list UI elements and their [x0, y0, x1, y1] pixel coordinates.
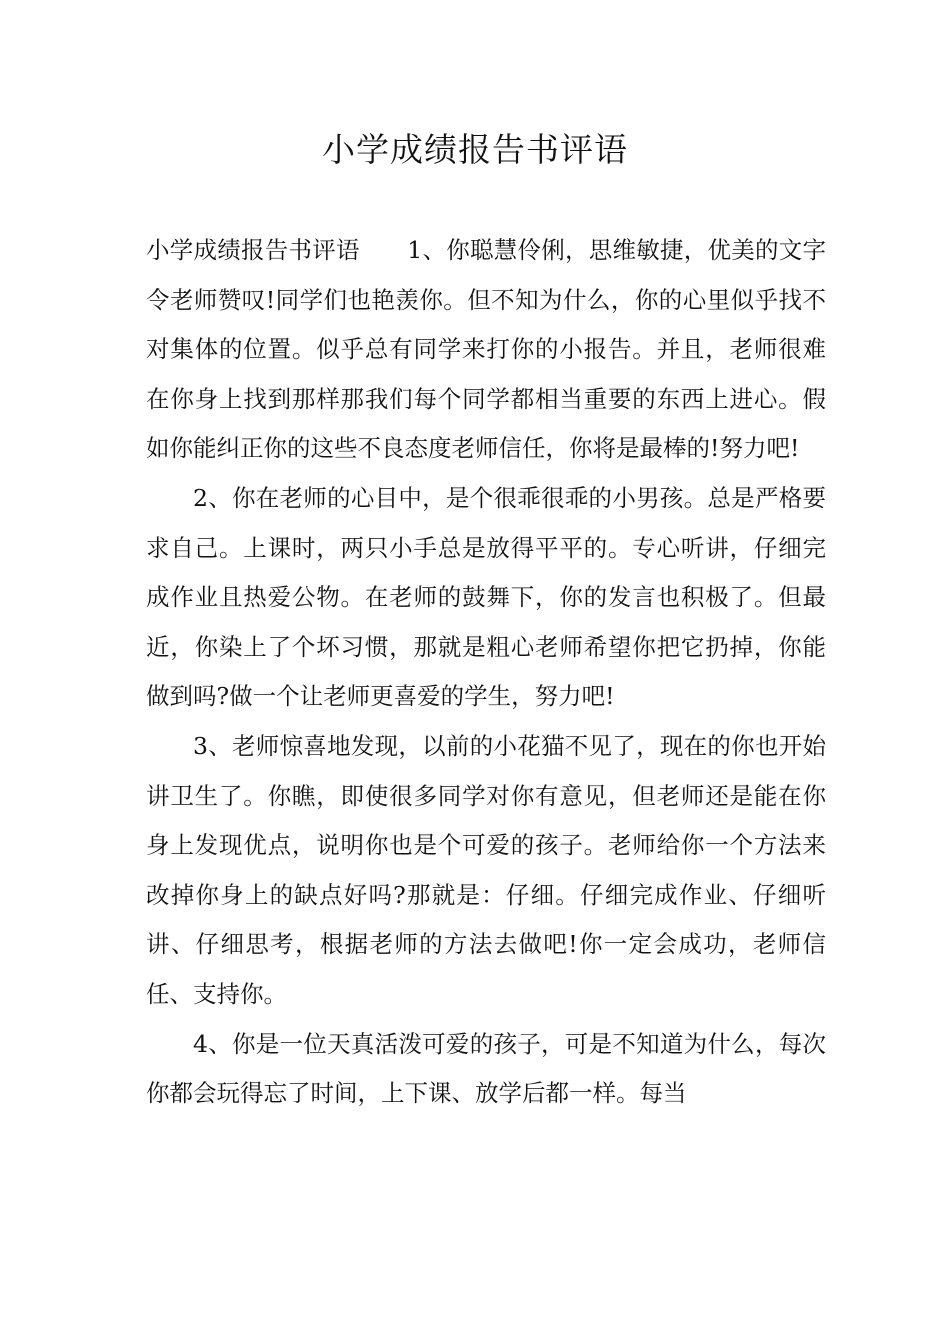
page-title: 小学成绩报告书评语 [322, 130, 628, 169]
document-body [146, 226, 826, 1119]
paragraph-2: 2、你在老师的心目中，是个很乖很乖的小男孩。总是严格要求自己。上课时，两只小手总是放得平平的。专心听讲，仔细完成作业且热爱公物。在老师的鼓舞下，你的发言也积极了。但最近，你染上了个坏习惯，那就是粗心老师希望你把它扔掉，你能做到吗?做一个让老师更喜爱的学生，努力吧! [146, 483, 826, 711]
paragraph-3: 3、老师惊喜地发现，以前的小花猫不见了，现在的你也开始讲卫生了。你瞧，即使很多同学对你有意见，但老师还是能在你身上发现优点，说明你也是个可爱的孩子。老师给你一个方法来改掉你身上的缺点好吗?那就是：仔细。仔细完成作业、仔细听讲、仔细思考，根据老师的方法去做吧!你一定会成功，老师信任、支持你。 [146, 731, 826, 1008]
paragraph-1: 小学成绩报告书评语 1、你聪慧伶俐，思维敏捷，优美的文字令老师赞叹!同学们也艳羡你。但不知为什么，你的心里似乎找不对集体的位置。似乎总有同学来打你的小报告。并且，老师很难在你身上找到那样那我们每个同学都相当重要的东西上进心。假如你能纠正你的这些不良态度老师信任，你将是最棒的!努力吧! [146, 236, 826, 463]
paragraph-4: 4、你是一位天真活泼可爱的孩子，可是不知道为什么，每次你都会玩得忘了时间，上下课、放学后都一样。每当 [146, 1029, 826, 1108]
